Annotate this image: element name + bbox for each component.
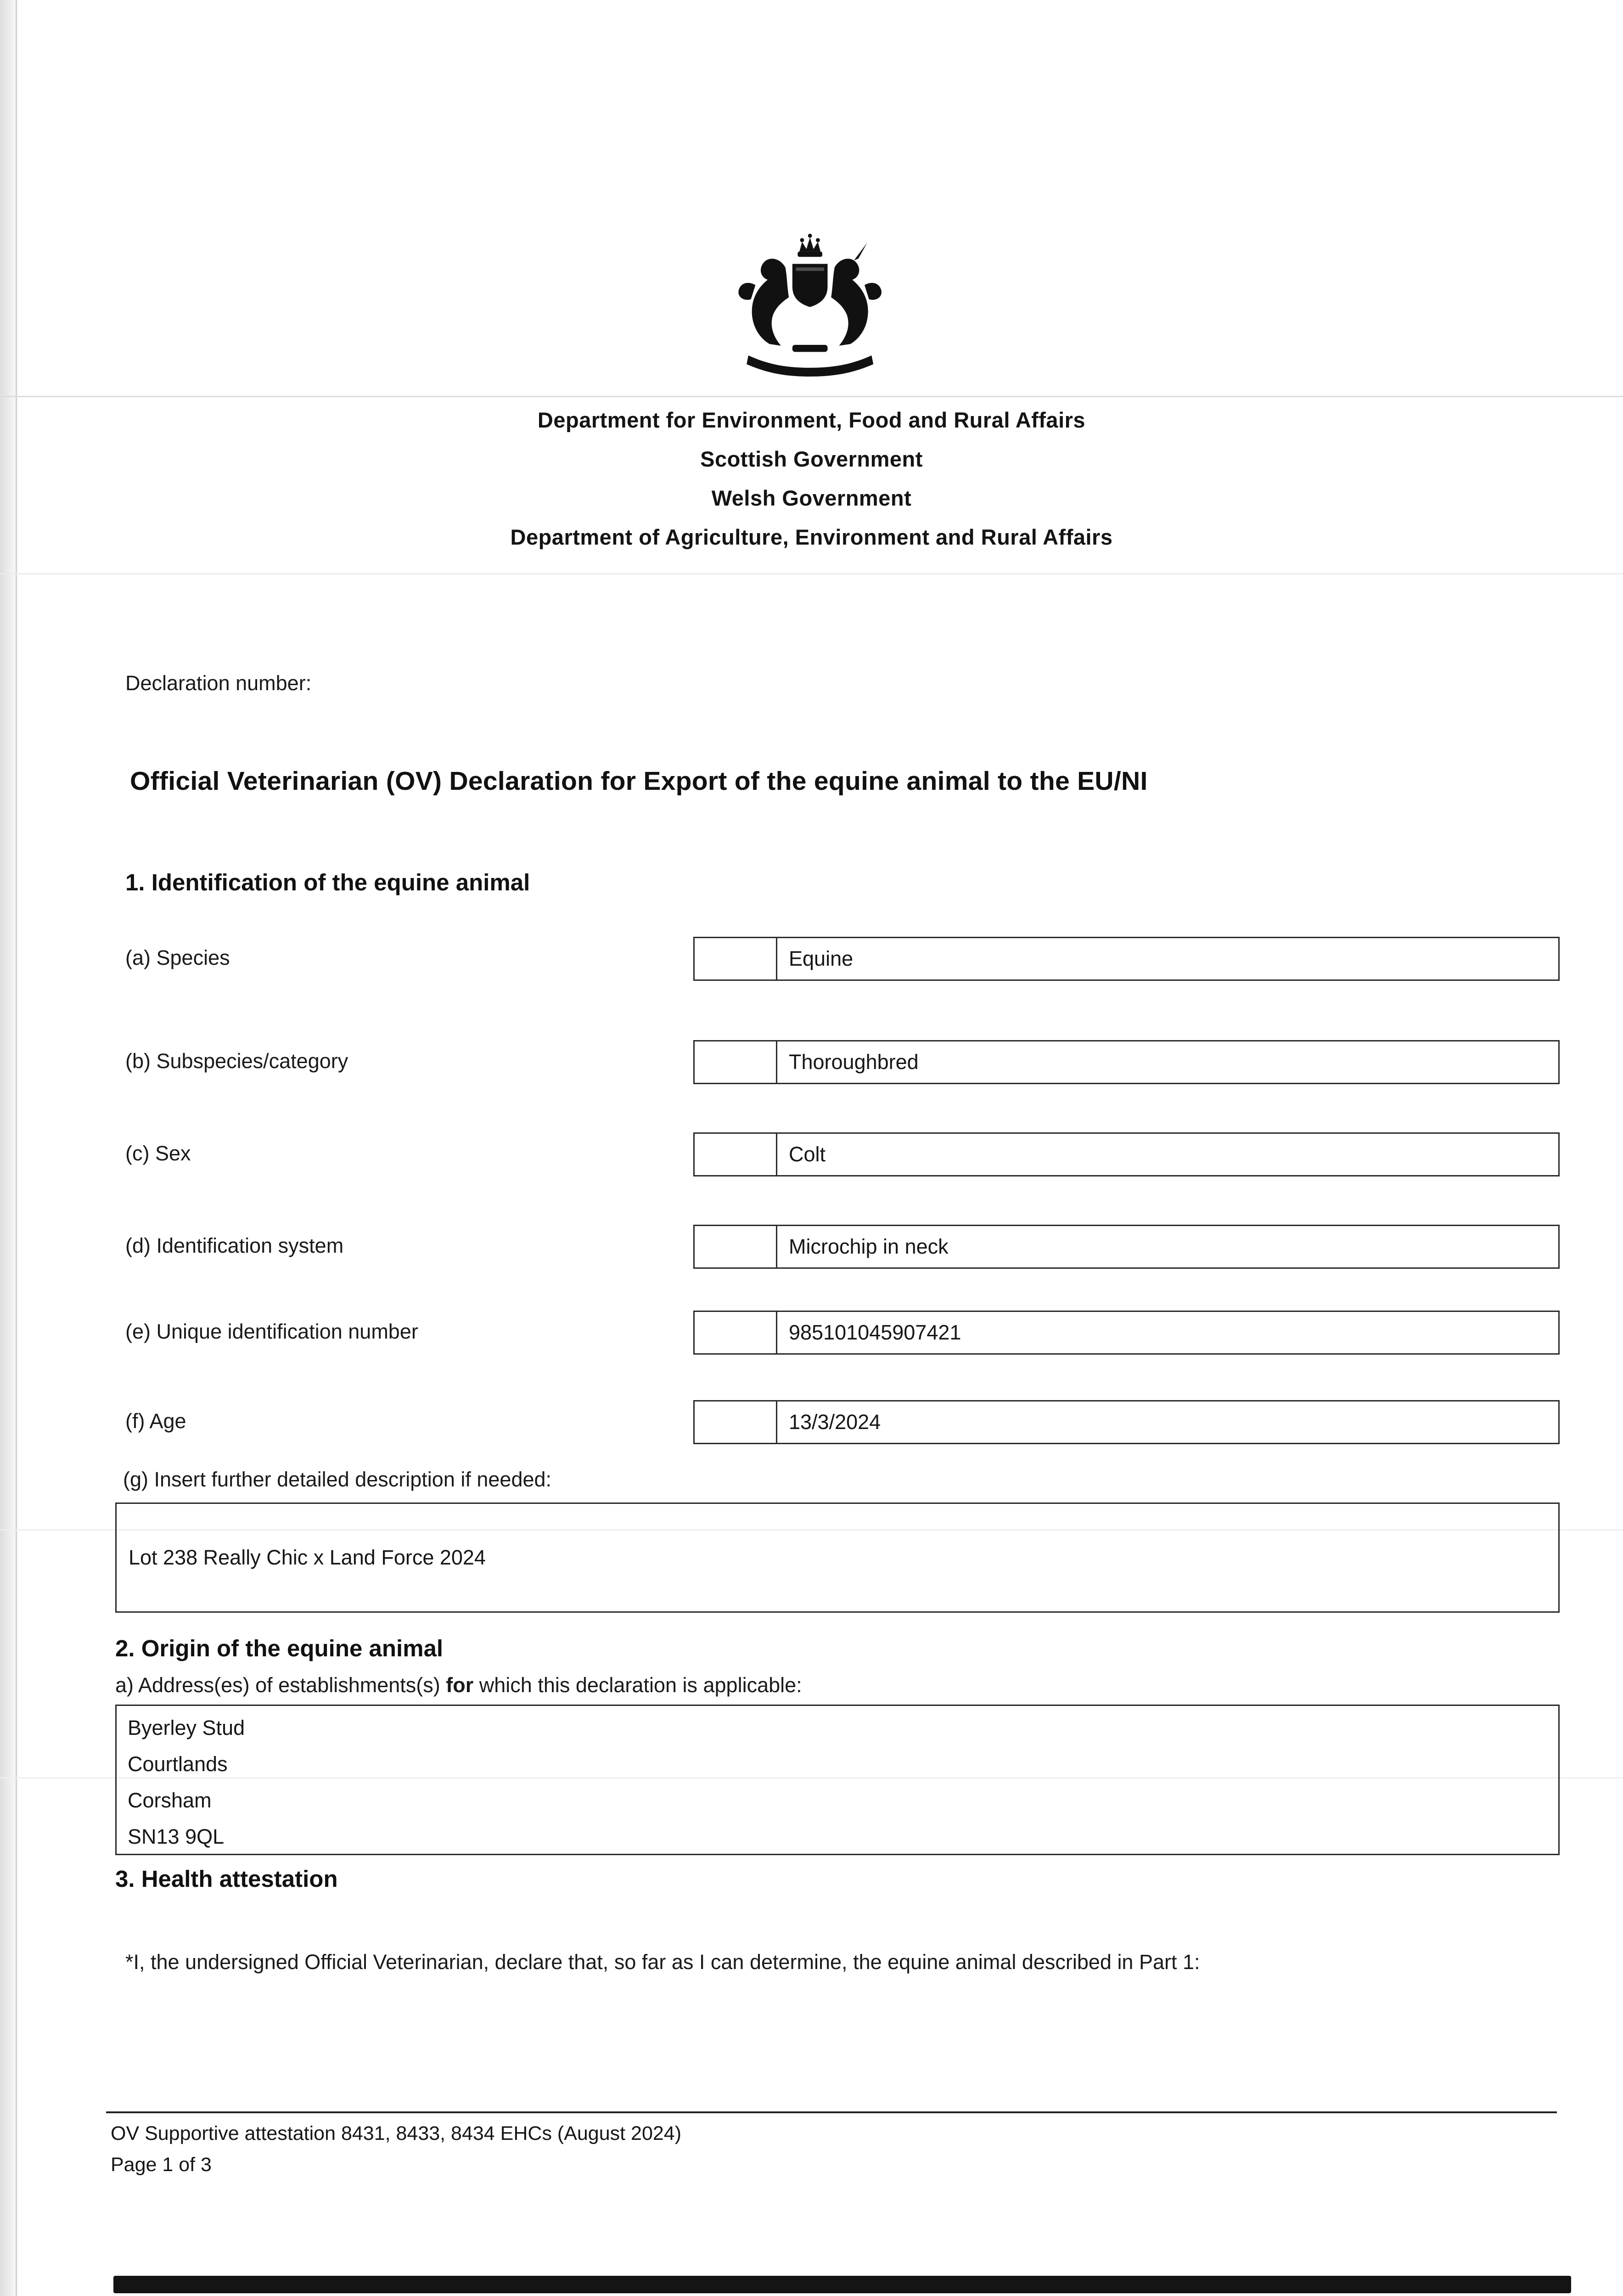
field-divider xyxy=(776,1226,777,1268)
age-value: 13/3/2024 xyxy=(789,1410,881,1434)
identification-system-value: Microchip in neck xyxy=(789,1235,949,1258)
sex-field[interactable] xyxy=(693,1132,1560,1176)
address-line-postcode: SN13 9QL xyxy=(128,1825,225,1848)
royal-coat-of-arms-icon xyxy=(711,229,912,387)
address-label-prefix: a) Address(es) of establishments(s) xyxy=(115,1673,446,1697)
sex-value: Colt xyxy=(789,1142,826,1166)
scan-streak xyxy=(0,573,1623,574)
subspecies-field[interactable] xyxy=(693,1040,1560,1084)
section2-heading: 2. Origin of the equine animal xyxy=(115,1635,444,1661)
address-label-suffix: which this declaration is applicable: xyxy=(473,1673,802,1697)
field-divider xyxy=(776,1041,777,1083)
org-line-daera: Department of Agriculture, Environment and Rural Affairs xyxy=(510,525,1113,549)
address-field[interactable] xyxy=(115,1705,1560,1855)
footer-rule xyxy=(106,2111,1557,2113)
field-divider xyxy=(776,1401,777,1443)
age-label: (f) Age xyxy=(125,1409,186,1433)
further-description-label: (g) Insert further detailed description if needed: xyxy=(123,1468,552,1491)
field-divider xyxy=(776,1311,777,1354)
unique-id-field[interactable] xyxy=(693,1311,1560,1355)
org-line-welsh-government: Welsh Government xyxy=(711,486,912,510)
address-line-stud: Byerley Stud xyxy=(128,1716,245,1739)
footer-page-number: Page 1 of 3 xyxy=(111,2154,212,2176)
identification-system-field[interactable] xyxy=(693,1225,1560,1269)
subspecies-value: Thoroughbred xyxy=(789,1050,919,1074)
header-organisations xyxy=(0,400,1623,557)
address-label xyxy=(115,1673,802,1697)
sex-label: (c) Sex xyxy=(125,1142,191,1165)
section3-heading: 3. Health attestation xyxy=(115,1866,338,1892)
subspecies-label: (b) Subspecies/category xyxy=(125,1049,348,1073)
further-description-value: Lot 238 Really Chic x Land Force 2024 xyxy=(129,1546,486,1569)
address-line-town: Corsham xyxy=(128,1789,212,1812)
species-label: (a) Species xyxy=(125,946,230,969)
species-field[interactable] xyxy=(693,937,1560,981)
document-title: Official Veterinarian (OV) Declaration for Export of the equine animal to the EU/NI xyxy=(130,766,1148,796)
scan-edge-line xyxy=(16,0,17,2296)
field-divider xyxy=(776,1133,777,1176)
age-field[interactable] xyxy=(693,1400,1560,1444)
scan-bottom-bar xyxy=(113,2276,1571,2293)
scan-streak xyxy=(0,396,1623,397)
unique-id-value: 985101045907421 xyxy=(789,1321,961,1344)
section1-heading: 1. Identification of the equine animal xyxy=(125,869,530,895)
address-label-bold: for xyxy=(446,1673,474,1697)
org-line-defra: Department for Environment, Food and Rural Affairs xyxy=(537,408,1086,432)
scan-edge-shadow xyxy=(0,0,20,2296)
unique-id-label: (e) Unique identification number xyxy=(125,1320,418,1343)
field-divider xyxy=(776,938,777,980)
address-line-street: Courtlands xyxy=(128,1752,228,1776)
org-line-scottish-government: Scottish Government xyxy=(700,447,923,471)
species-value: Equine xyxy=(789,947,854,970)
further-description-field[interactable] xyxy=(115,1503,1560,1613)
declaration-number-label: Declaration number: xyxy=(125,671,312,695)
attestation-text: *I, the undersigned Official Veterinarian, declare that, so far as I can determine, the equine animal described in Part 1: xyxy=(125,1950,1200,1974)
footer-attestation-reference: OV Supportive attestation 8431, 8433, 8434 EHCs (August 2024) xyxy=(111,2122,682,2144)
identification-system-label: (d) Identification system xyxy=(125,1234,344,1257)
